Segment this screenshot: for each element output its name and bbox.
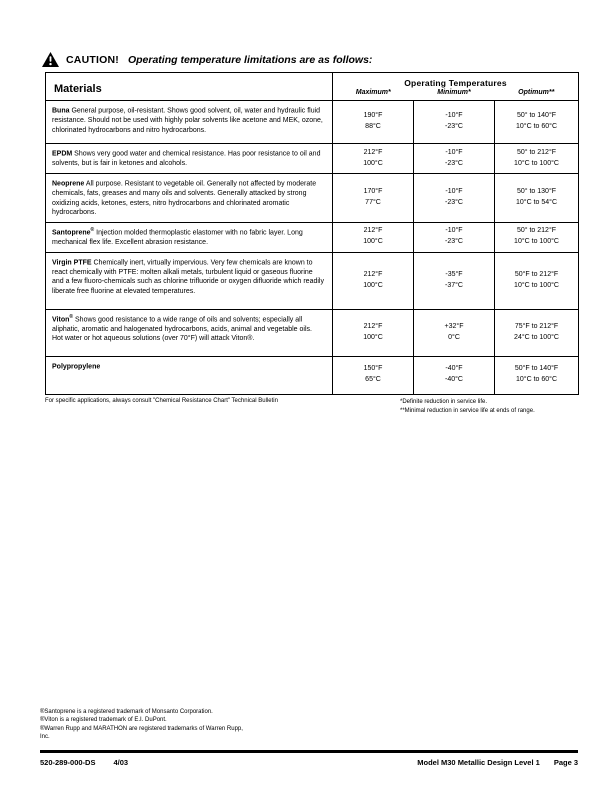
max-temp-c: 65°C xyxy=(365,376,381,384)
viton-trademark-note: ®Viton is a registered trademark of E.I. DuPont. xyxy=(40,717,167,724)
material-name: Santoprene xyxy=(52,229,91,237)
min-temp-f: -10°F xyxy=(445,188,463,196)
maximum-temp-cell xyxy=(333,309,414,356)
material-name: Buna xyxy=(52,107,70,115)
table-row xyxy=(46,252,579,309)
trademark-notes xyxy=(40,708,248,742)
minimum-temp-cell xyxy=(414,309,495,356)
opt-temp-c: 10°C to 100°C xyxy=(514,238,559,246)
warren-rupp-trademark-note: ®Warren Rupp and MARATHON are registered trademarks of Warren Rupp, Inc. xyxy=(40,725,243,741)
caution-text: Operating temperature limitations are as follows: xyxy=(127,53,373,66)
table-row xyxy=(46,356,579,394)
opt-temp-f: 50°F to 140°F xyxy=(514,365,559,373)
min-temp-c: -37°C xyxy=(445,281,463,289)
material-description-cell xyxy=(46,309,333,356)
opt-temp-f: 50° to 212°F xyxy=(516,227,557,235)
maximum-column-header: Maximum* xyxy=(333,88,414,101)
min-temp-f: -10°F xyxy=(445,112,463,120)
material-description: Chemically inert, virtually impervious. Very few chemicals are known to react chemically with PTFE: molten alkali metals, turbulent liquid or gaseous fluorine and a few fluoro-chemicals such as chlorine trifluoride or oxygen difluoride which readily liberate free fluorine at elevated temperatures. xyxy=(52,258,324,295)
material-description: Shows good resistance to a wide range of oils and solvents; especially all aliphatic, aromatic and halogenated hydrocarbons, acids, animal and vegetable oils. Hot water or hot aqueous solutions (over 70°F) will attack Viton®. xyxy=(52,315,312,343)
table-row xyxy=(46,101,579,144)
material-description: Injection molded thermoplastic elastomer with no fabric layer. Long mechanical flex life. Excellent abrasion resistance. xyxy=(52,229,303,246)
max-temp-c: 100°C xyxy=(363,238,383,246)
min-temp-c: -23°C xyxy=(445,238,463,246)
material-description: Shows very good water and chemical resistance. Has poor resistance to oil and solvents, but is fair in ketones and alcohols. xyxy=(52,150,321,167)
minimum-temp-cell xyxy=(414,101,495,144)
max-temp-c: 77°C xyxy=(365,198,381,206)
minimum-temp-cell xyxy=(414,144,495,174)
opt-temp-f: 50°F to 212°F xyxy=(514,270,559,278)
optimum-temp-cell xyxy=(495,101,579,144)
consult-note: For specific applications, always consult "Chemical Resistance Chart" Technical Bulletin xyxy=(45,398,278,404)
material-description-cell xyxy=(46,144,333,174)
opt-temp-c: 10°C to 100°C xyxy=(514,159,559,167)
model-title: Model M30 Metallic Design Level 1 xyxy=(417,758,540,767)
min-temp-f: -40°F xyxy=(445,365,463,373)
minimum-column-header: Minimum* xyxy=(414,88,495,101)
min-temp-c: -40°C xyxy=(445,376,463,384)
material-description-cell xyxy=(46,222,333,252)
footer-divider xyxy=(40,750,578,753)
opt-temp-c: 10°C to 100°C xyxy=(514,281,559,289)
maximum-temp-cell xyxy=(333,222,414,252)
min-temp-c: -23°C xyxy=(445,123,463,130)
opt-temp-c: 10°C to 60°C xyxy=(515,123,557,130)
max-temp-f: 190°F xyxy=(363,112,383,120)
material-name: Neoprene xyxy=(52,180,85,188)
operating-temperatures-group-header: Operating Temperatures xyxy=(404,78,507,88)
optimum-temp-cell xyxy=(495,252,579,309)
maximum-temp-cell xyxy=(333,174,414,223)
maximum-temp-cell xyxy=(333,356,414,394)
materials-table-container xyxy=(45,72,579,395)
materials-column-header: Materials xyxy=(46,73,333,101)
min-temp-f: -35°F xyxy=(445,270,463,278)
minimum-temp-cell xyxy=(414,356,495,394)
table-row xyxy=(46,174,579,223)
minimal-reduction-note: **Minimal reduction in service life at ends of range. xyxy=(400,407,535,414)
registered-mark: ® xyxy=(69,313,74,320)
optimum-column-header: Optimum** xyxy=(495,88,579,101)
maximum-temp-cell xyxy=(333,252,414,309)
material-description-cell xyxy=(46,101,333,144)
minimum-temp-cell xyxy=(414,174,495,223)
min-temp-f: -10°F xyxy=(445,227,463,235)
material-description: General purpose, oil-resistant. Shows good solvent, oil, water and hydraulic fluid resistance. Should not be used with highly polar solvents like acetone and MEK, ozone, chlorinated hydrocarbons and nitro hydrocarbons. xyxy=(52,107,323,134)
optimum-temp-cell xyxy=(495,144,579,174)
definite-reduction-note: *Definite reduction in service life. xyxy=(400,399,488,405)
min-temp-f: +32°F xyxy=(444,322,464,330)
material-description-cell xyxy=(46,174,333,223)
material-name: Virgin PTFE xyxy=(52,258,92,266)
max-temp-c: 88°C xyxy=(365,123,381,130)
revision-date: 4/03 xyxy=(113,758,129,767)
opt-temp-f: 50° to 140°F xyxy=(516,112,557,120)
document-number: 520-289-000-DS xyxy=(40,758,96,767)
santoprene-trademark-note: ®Santoprene is a registered trademark of Monsanto Corporation. xyxy=(40,709,213,715)
warning-triangle-icon xyxy=(42,52,59,67)
table-footnotes xyxy=(45,398,578,415)
material-description: All purpose. Resistant to vegetable oil. Generally not affected by moderate chemicals, fats, greases and many oils and solvents. Generally attacked by strong oxidizing acids, ketones, esters, nitro hydrocarbons and chlorinated aromatic hydrocarbons. xyxy=(52,180,317,217)
table-row xyxy=(46,309,579,356)
max-temp-c: 100°C xyxy=(363,333,383,341)
opt-temp-c: 10°C to 60°C xyxy=(515,376,557,384)
materials-table xyxy=(45,72,579,395)
max-temp-f: 212°F xyxy=(363,322,383,330)
optimum-temp-cell xyxy=(495,222,579,252)
max-temp-f: 212°F xyxy=(363,227,383,235)
material-name: Polypropylene xyxy=(52,362,101,370)
maximum-temp-cell xyxy=(333,144,414,174)
page-number: Page 3 xyxy=(553,758,578,767)
max-temp-f: 150°F xyxy=(363,365,383,373)
optimum-temp-cell xyxy=(495,174,579,223)
max-temp-f: 212°F xyxy=(363,148,383,156)
asterisk-notes xyxy=(400,398,535,415)
caution-banner xyxy=(42,52,372,67)
table-row xyxy=(46,144,579,174)
min-temp-f: -10°F xyxy=(445,148,463,156)
min-temp-c: 0°C xyxy=(448,333,460,341)
table-row xyxy=(46,222,579,252)
minimum-temp-cell xyxy=(414,222,495,252)
max-temp-c: 100°C xyxy=(363,281,383,289)
opt-temp-f: 50° to 212°F xyxy=(516,148,557,156)
optimum-temp-cell xyxy=(495,309,579,356)
opt-temp-f: 75°F to 212°F xyxy=(514,322,559,330)
optimum-temp-cell xyxy=(495,356,579,394)
minimum-temp-cell xyxy=(414,252,495,309)
page-footer xyxy=(40,758,578,767)
opt-temp-c: 10°C to 54°C xyxy=(515,198,557,206)
min-temp-c: -23°C xyxy=(445,159,463,167)
opt-temp-f: 50° to 130°F xyxy=(516,188,557,196)
material-name: Viton xyxy=(52,315,70,323)
opt-temp-c: 24°C to 100°C xyxy=(514,333,559,341)
caution-label: CAUTION! xyxy=(66,53,119,66)
max-temp-c: 100°C xyxy=(363,159,383,167)
material-name: EPDM xyxy=(52,150,73,158)
max-temp-f: 170°F xyxy=(363,188,383,196)
min-temp-c: -23°C xyxy=(445,198,463,206)
registered-mark: ® xyxy=(90,226,95,233)
maximum-temp-cell xyxy=(333,101,414,144)
material-description-cell xyxy=(46,252,333,309)
max-temp-f: 212°F xyxy=(363,270,383,278)
material-description-cell xyxy=(46,356,333,394)
